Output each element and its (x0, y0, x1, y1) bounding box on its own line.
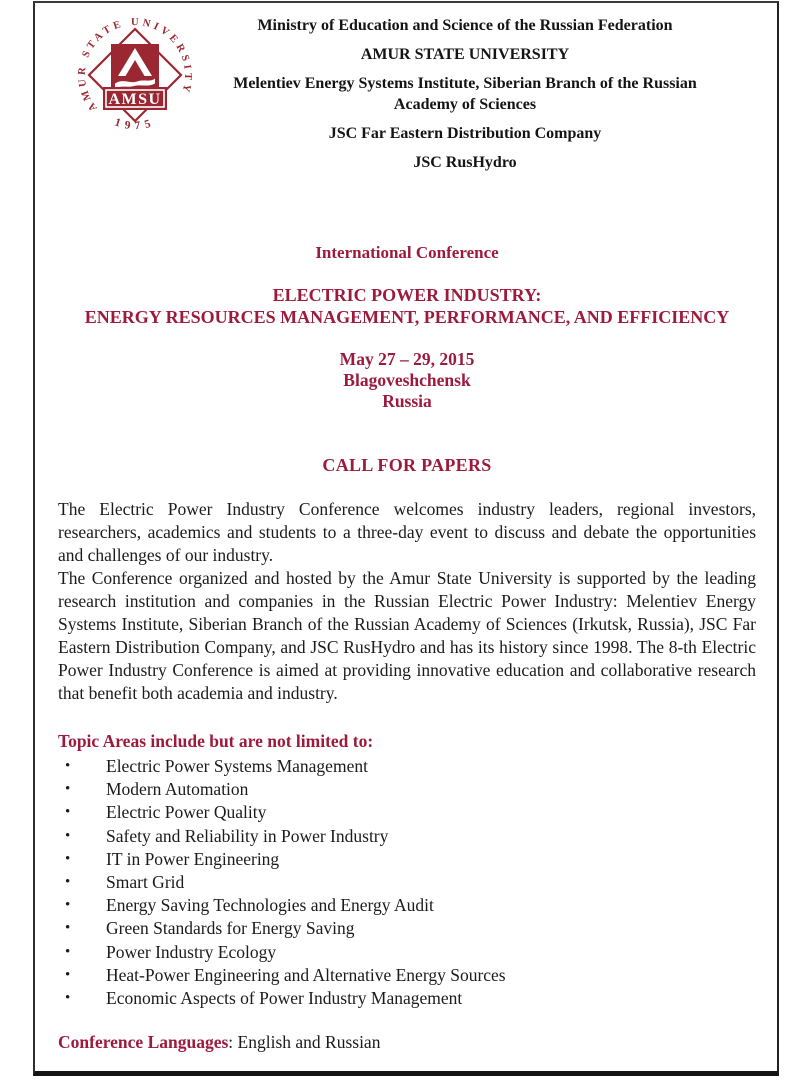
bullet-icon: • (65, 897, 71, 914)
bullet-icon: • (65, 990, 71, 1007)
intro-paragraph-2: The Conference organized and hosted by the Amur State University is supported by the leading research institution and companies in the Russian Electric Power Industry: Melentiev Energy Systems Institute, Siberian Branch of the Russian Academy of Sciences (Irkutsk, Russia), JSC Far Eastern Distribution Company, and JSC RusHydro and has its history since 1998. The 8-th Electric Power Industry Conference is aimed at providing innovative education and collaborative research that benefit both academia and industry. (58, 568, 756, 703)
conference-city: Blagoveshchensk (343, 370, 471, 390)
header-rushydro: JSC RusHydro (413, 154, 517, 171)
amsu-logo-icon (70, 10, 200, 140)
topic-label: Heat-Power Engineering and Alternative Energy Sources (106, 964, 506, 985)
page-content (33, 2, 779, 1076)
introduction-text (58, 498, 756, 705)
logo-year: 1975 (113, 116, 157, 133)
conference-title-line1: ELECTRIC POWER INDUSTRY: (272, 285, 542, 305)
header-institute: Melentiev Energy Systems Institute, Siberian Branch of the Russian Academy of Sciences (233, 75, 697, 113)
header-ministry: Ministry of Education and Science of the Russian Federation (257, 17, 673, 34)
topic-areas-heading: Topic Areas include but are not limited to: (58, 731, 374, 751)
topic-label: Modern Automation (106, 779, 249, 800)
conference-date-location (58, 349, 756, 412)
bullet-icon: • (65, 758, 71, 774)
header-university: AMUR STATE UNIVERSITY (360, 46, 570, 63)
topic-label: Energy Saving Technologies and Energy Audit (106, 895, 434, 916)
list-item (58, 964, 756, 987)
topic-areas-list (58, 755, 756, 1010)
topic-label: Green Standards for Energy Saving (106, 918, 355, 939)
bullet-icon: • (65, 874, 71, 891)
bullet-icon: • (65, 943, 71, 960)
conference-type: International Conference (315, 243, 499, 262)
logo-ring-text: AMUR STATE UNIVERSITY (76, 16, 194, 114)
topic-label: Electric Power Quality (106, 802, 267, 823)
bullet-icon: • (65, 781, 71, 798)
list-item (58, 825, 756, 848)
conference-dates: May 27 – 29, 2015 (339, 349, 475, 369)
topic-label: IT in Power Engineering (106, 848, 280, 869)
list-item (58, 894, 756, 917)
intro-paragraph-1: The Electric Power Industry Conference welcomes industry leaders, regional investors, researchers, academics and students to a three-day event to discuss and debate the opportunities and challenges of our industry. (58, 499, 756, 565)
topic-label: Electric Power Systems Management (106, 756, 368, 776)
topic-label: Economic Aspects of Power Industry Management (106, 988, 463, 1009)
languages-value: : English and Russian (228, 1032, 381, 1053)
bullet-icon: • (65, 966, 71, 983)
header-distribution-company: JSC Far Eastern Distribution Company (328, 125, 602, 142)
bullet-icon: • (65, 804, 71, 821)
list-item (58, 755, 756, 778)
bullet-icon: • (65, 920, 71, 937)
conference-title-line2: ENERGY RESOURCES MANAGEMENT, PERFORMANCE, AND EFFICIENCY (84, 307, 730, 327)
list-item (58, 987, 756, 1010)
list-item (58, 941, 756, 964)
topic-label: Safety and Reliability in Power Industry (106, 825, 389, 846)
document-header (58, 2, 756, 172)
conference-languages (58, 1031, 756, 1054)
list-item (58, 917, 756, 940)
header-organizations (202, 10, 728, 172)
bullet-icon: • (65, 850, 71, 867)
languages-label: Conference Languages (58, 1032, 229, 1053)
list-item (58, 848, 756, 871)
list-item (58, 801, 756, 824)
topic-label: Power Industry Ecology (106, 941, 277, 962)
conference-title (58, 284, 756, 328)
list-item (58, 778, 756, 801)
conference-country: Russia (382, 391, 432, 411)
list-item (58, 871, 756, 894)
bullet-icon: • (65, 827, 71, 844)
topic-label: Smart Grid (106, 872, 185, 893)
university-logo (70, 10, 202, 172)
call-for-papers-heading: CALL FOR PAPERS (322, 455, 492, 475)
logo-acronym: AMSU (108, 91, 162, 108)
